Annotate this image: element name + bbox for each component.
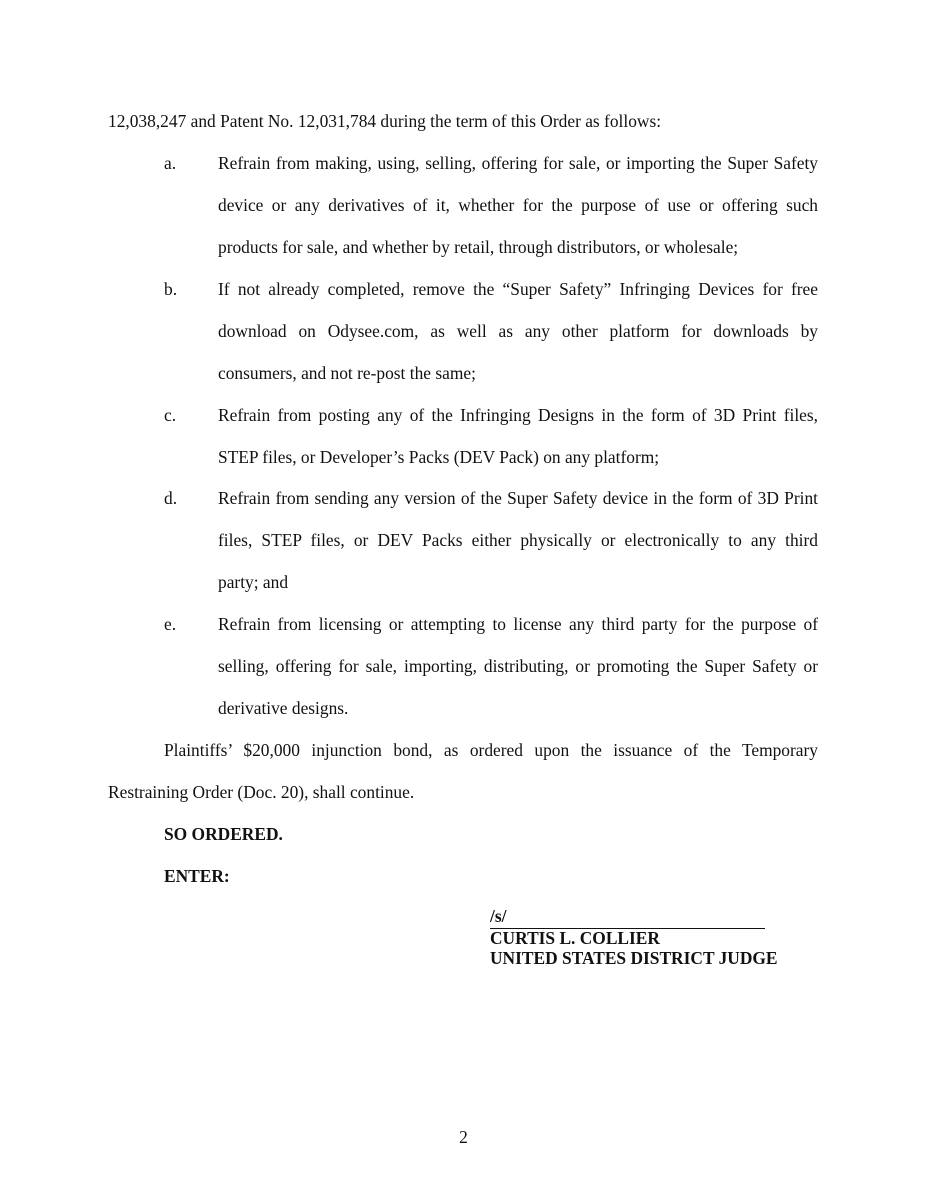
item-e-line-2: selling, offering for sale, importing, distributing, or promoting the Super Safety or [218, 656, 818, 676]
item-b-line-2: download on Odysee.com, as well as any other platform for downloads by [218, 321, 818, 341]
item-d-line-3: party; and [218, 572, 289, 592]
item-d-letter: d. [164, 488, 178, 508]
item-c-line-1: Refrain from posting any of the Infringing Designs in the form of 3D Print files, [218, 405, 818, 425]
item-a-letter: a. [164, 153, 177, 173]
item-b-line-1: If not already completed, remove the “Super Safety” Infringing Devices for free [218, 279, 818, 299]
judge-name: CURTIS L. COLLIER [490, 928, 660, 948]
item-b-line-3: consumers, and not re-post the same; [218, 363, 476, 383]
enter-label: ENTER: [164, 866, 230, 886]
item-a-line-2: device or any derivatives of it, whether for the purpose of use or offering such [218, 195, 818, 215]
item-b-letter: b. [164, 279, 178, 299]
item-e-letter: e. [164, 614, 177, 634]
item-a-line-3: products for sale, and whether by retail, through distributors, or wholesale; [218, 237, 739, 257]
item-c-letter: c. [164, 405, 177, 425]
item-d-line-1: Refrain from sending any version of the Super Safety device in the form of 3D Print [218, 488, 818, 508]
bond-paragraph-line-2: Restraining Order (Doc. 20), shall continue. [108, 782, 415, 802]
bond-paragraph-line-1: Plaintiffs’ $20,000 injunction bond, as ordered upon the issuance of the Temporary [164, 740, 818, 760]
signature-line [490, 906, 765, 929]
judge-title: UNITED STATES DISTRICT JUDGE [490, 948, 778, 968]
intro-line: 12,038,247 and Patent No. 12,031,784 during the term of this Order as follows: [108, 111, 662, 131]
signature-mark: /s/ [490, 906, 507, 926]
item-d-line-2: files, STEP files, or DEV Packs either physically or electronically to any third [218, 530, 818, 550]
item-e-line-1: Refrain from licensing or attempting to license any third party for the purpose of [218, 614, 818, 634]
item-e-line-3: derivative designs. [218, 698, 349, 718]
item-a-line-1: Refrain from making, using, selling, offering for sale, or importing the Super Safety [218, 153, 818, 173]
item-c-line-2: STEP files, or Developer’s Packs (DEV Pack) on any platform; [218, 447, 660, 467]
so-ordered: SO ORDERED. [164, 824, 283, 844]
page-number: 2 [459, 1127, 468, 1147]
